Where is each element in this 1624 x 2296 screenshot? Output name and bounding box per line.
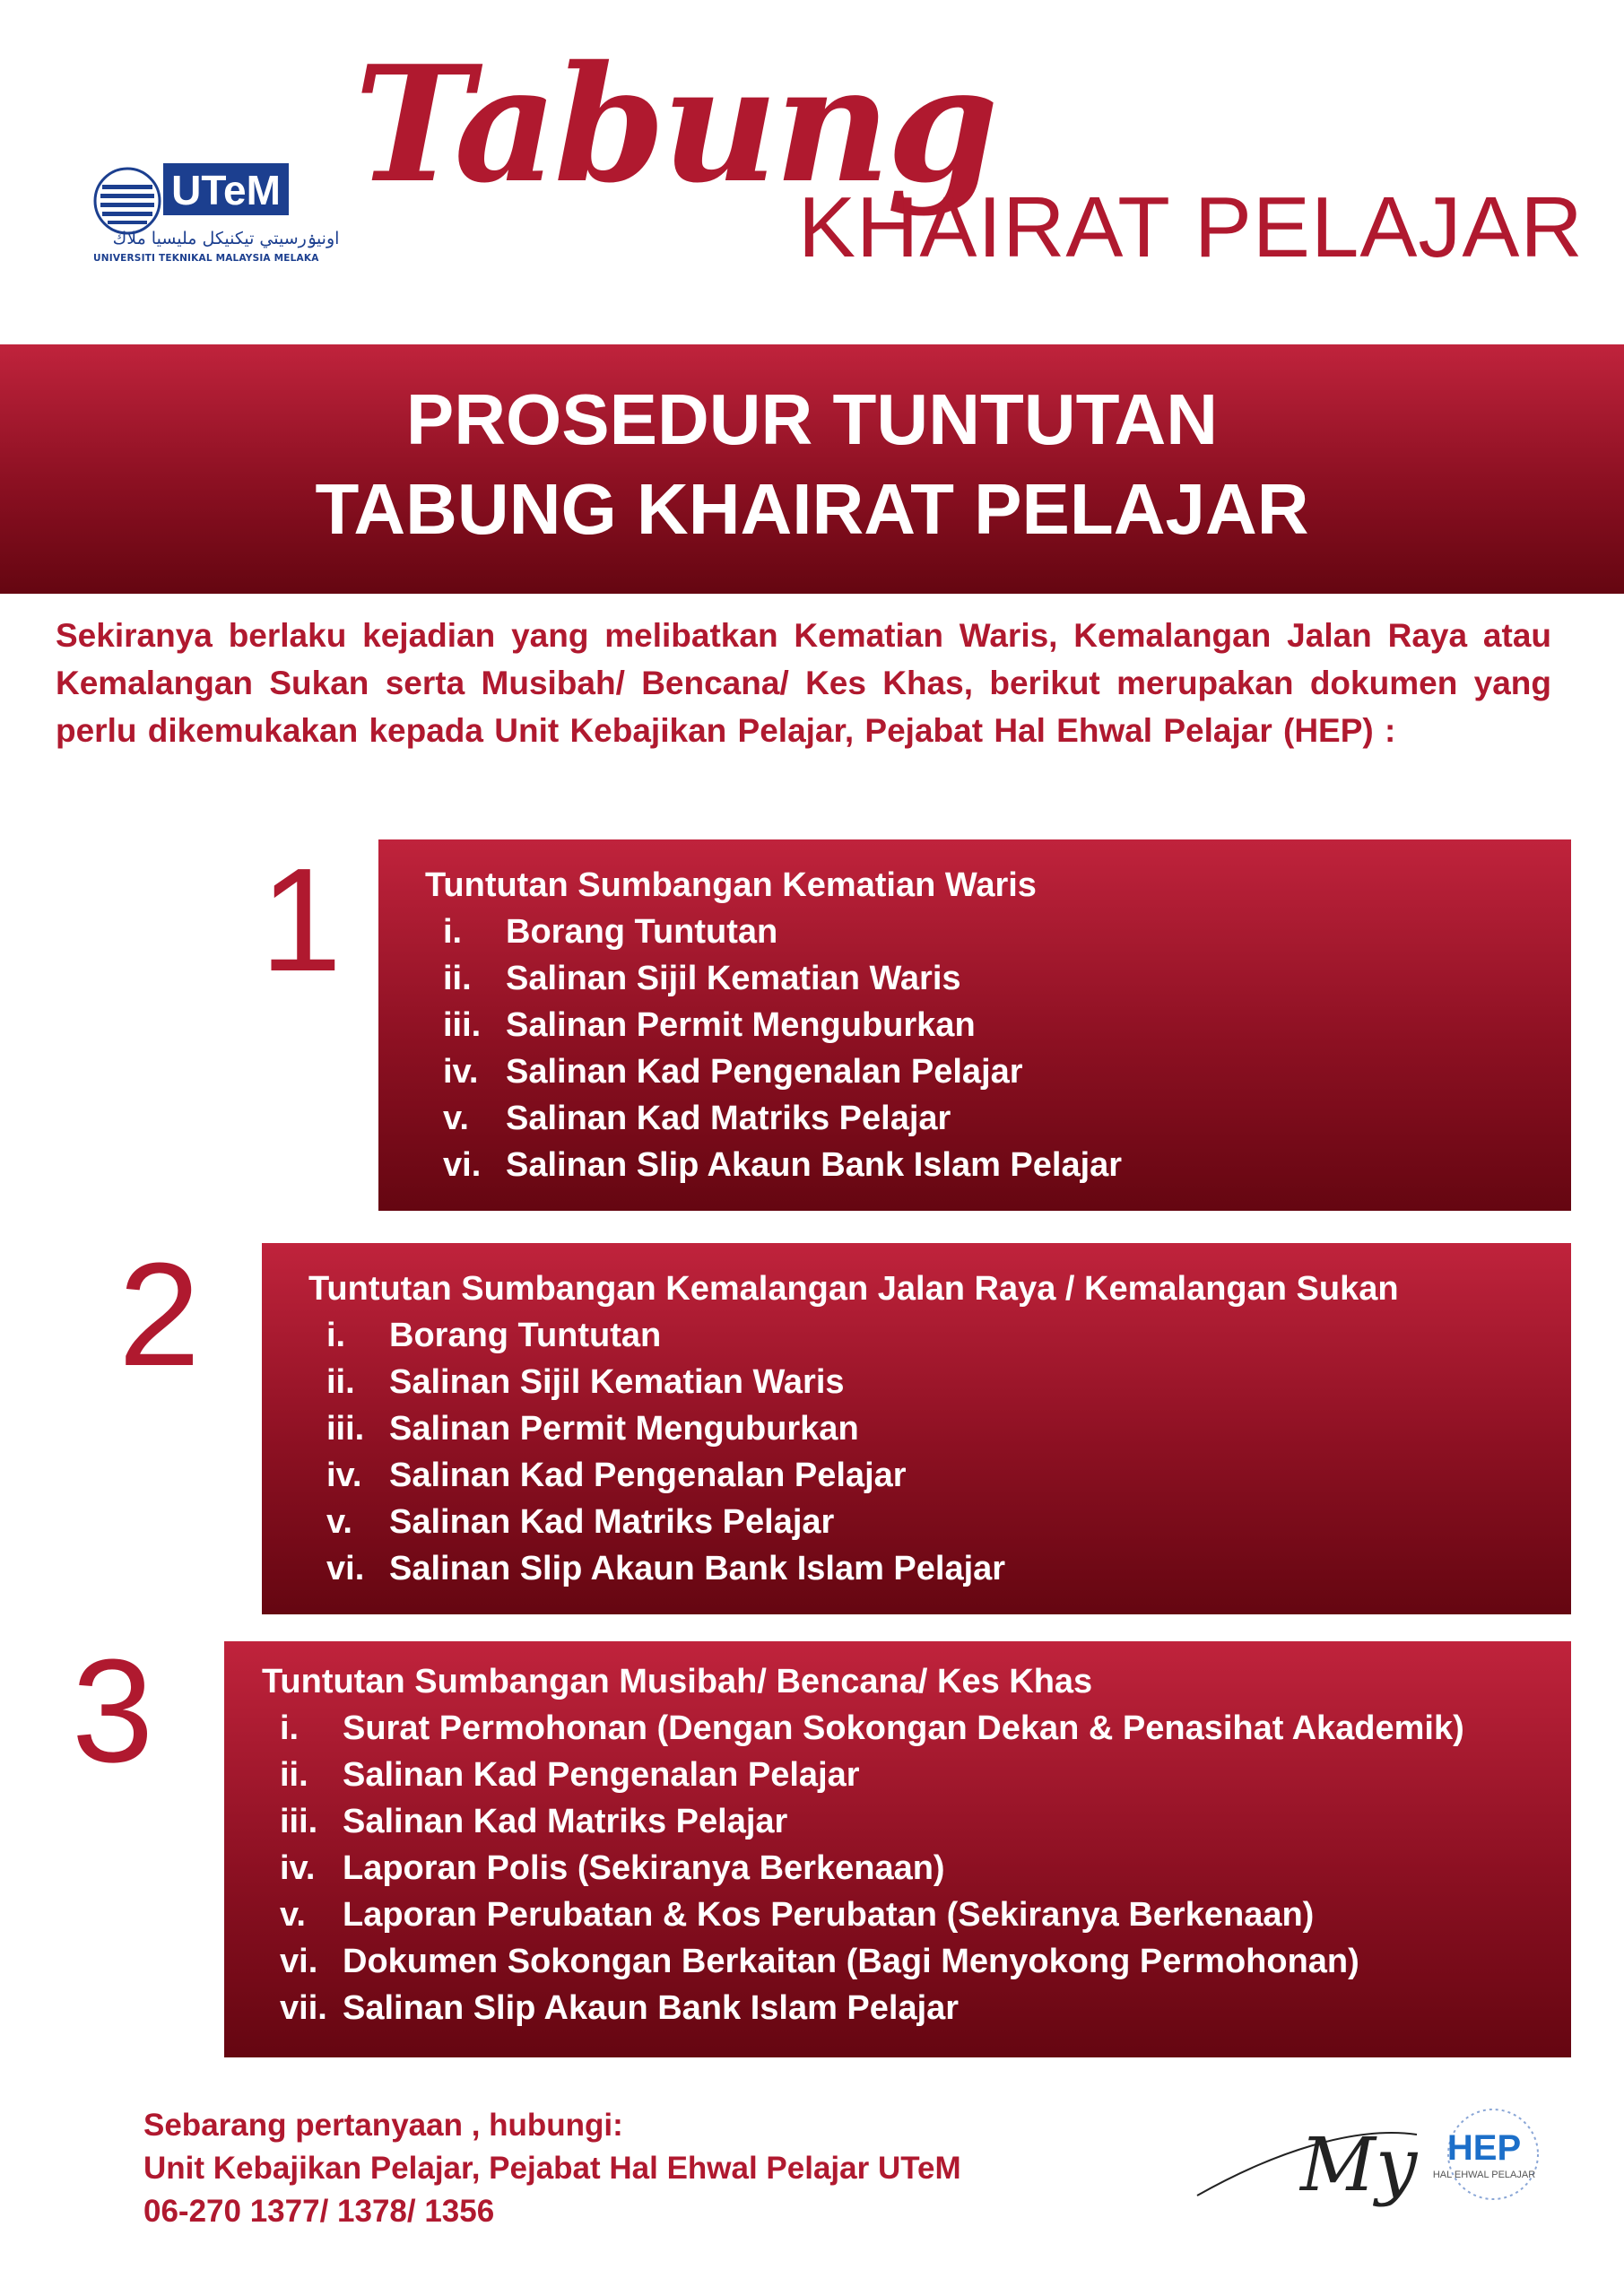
myhep-sub: HAL EHWAL PELAJAR <box>1432 2170 1536 2180</box>
list-item-text: Laporan Perubatan & Kos Perubatan (Sekiranya Berkenaan) <box>343 1896 1315 1934</box>
list-item <box>443 1006 976 1045</box>
list-item-number: i. <box>443 913 463 951</box>
list-item-text: Surat Permohonan (Dengan Sokongan Dekan & Penasihat Akademik) <box>343 1709 1464 1747</box>
list-item <box>326 1363 845 1402</box>
myhep-logo <box>1193 2090 1542 2206</box>
list-item <box>280 1896 1314 1935</box>
list-item-number: v. <box>326 1503 352 1541</box>
section-number: 1 <box>260 838 343 1002</box>
list-item-text: Salinan Slip Akaun Bank Islam Pelajar <box>506 1146 1123 1184</box>
list-item-text: Salinan Kad Matriks Pelajar <box>389 1503 835 1541</box>
list-item-text: Salinan Kad Pengenalan Pelajar <box>343 1756 860 1794</box>
list-item-number: iii. <box>326 1410 365 1448</box>
list-item <box>443 1146 1122 1185</box>
list-item-text: Salinan Kad Matriks Pelajar <box>343 1803 788 1840</box>
list-item-number: ii. <box>280 1756 308 1794</box>
list-item-number: vi. <box>443 1146 482 1184</box>
list-item-number: vi. <box>280 1943 318 1980</box>
list-item-number: v. <box>280 1896 306 1934</box>
logo-caption: UNIVERSITI TEKNIKAL MALAYSIA MELAKA <box>93 253 319 264</box>
list-item-number: ii. <box>443 960 472 997</box>
title-sub: KHAIRAT PELAJAR <box>798 179 1584 275</box>
list-item-text: Salinan Slip Akaun Bank Islam Pelajar <box>389 1550 1006 1587</box>
list-item-text: Borang Tuntutan <box>506 913 778 951</box>
list-item <box>326 1410 859 1448</box>
section-box <box>224 1641 1571 2057</box>
list-item-number: iv. <box>326 1457 362 1494</box>
list-item <box>326 1457 907 1495</box>
contact-heading: Sebarang pertanyaan , hubungi: <box>143 2108 623 2143</box>
list-item <box>443 1053 1023 1091</box>
list-item <box>280 1803 787 1841</box>
list-item-number: i. <box>280 1709 300 1747</box>
section-box <box>378 839 1571 1211</box>
list-item-number: vi. <box>326 1550 365 1587</box>
list-item-text: Laporan Polis (Sekiranya Berkenaan) <box>343 1849 945 1887</box>
list-item-number: iii. <box>443 1006 482 1044</box>
list-item <box>326 1317 661 1355</box>
list-item-text: Salinan Sijil Kematian Waris <box>506 960 961 997</box>
logo-jawi: اونيۏرسيتي تيكنيكل مليسيا ملاك <box>112 229 340 248</box>
list-item-text: Salinan Kad Pengenalan Pelajar <box>506 1053 1023 1091</box>
list-item-number: ii. <box>326 1363 355 1401</box>
list-item <box>326 1503 834 1542</box>
list-item-number: iv. <box>280 1849 316 1887</box>
list-item-number: iii. <box>280 1803 318 1840</box>
list-item-text: Salinan Permit Menguburkan <box>506 1006 976 1044</box>
list-item-text: Salinan Kad Matriks Pelajar <box>506 1100 951 1137</box>
contact-phone: 06-270 1377/ 1378/ 1356 <box>143 2194 495 2229</box>
myhep-script: My <box>1300 2123 1418 2208</box>
list-item <box>443 960 961 998</box>
list-item <box>280 1849 945 1888</box>
title-script: Tabung <box>354 30 995 218</box>
banner-line-2: TABUNG KHAIRAT PELAJAR <box>315 469 1309 549</box>
list-item-text: Borang Tuntutan <box>389 1317 662 1354</box>
logo-globe <box>100 185 154 224</box>
intro-paragraph: Sekiranya berlaku kejadian yang melibatkan Kematian Waris, Kemalangan Jalan Raya atau Kemalangan Sukan serta Musibah/ Bencana/ Kes Khas, berikut merupakan dokumen yang perlu dikemukakan kepada Unit Kebajikan Pelajar, Pejabat Hal Ehwal Pelajar (HEP) : <box>56 617 1551 749</box>
list-item-text: Salinan Kad Pengenalan Pelajar <box>389 1457 907 1494</box>
myhep-name: HEP <box>1446 2128 1522 2168</box>
list-item-text: Dokumen Sokongan Berkaitan (Bagi Menyokong Permohonan) <box>343 1943 1359 1980</box>
list-item-text: Salinan Permit Menguburkan <box>389 1410 859 1448</box>
list-item <box>280 1756 860 1795</box>
logo-wordmark: UTeM <box>171 167 281 213</box>
section-title: Tuntutan Sumbangan Musibah/ Bencana/ Kes Khas <box>262 1663 1093 1700</box>
section-number: 2 <box>118 1232 201 1396</box>
section-box <box>262 1243 1571 1614</box>
list-item-number: v. <box>443 1100 469 1137</box>
list-item-text: Salinan Slip Akaun Bank Islam Pelajar <box>343 1989 960 2027</box>
section-title: Tuntutan Sumbangan Kemalangan Jalan Raya / Kemalangan Sukan <box>308 1270 1399 1308</box>
section-number: 3 <box>72 1629 154 1793</box>
contact-unit: Unit Kebajikan Pelajar, Pejabat Hal Ehwal Pelajar UTeM <box>143 2151 961 2186</box>
list-item-text: Salinan Sijil Kematian Waris <box>389 1363 845 1401</box>
list-item <box>326 1550 1005 1588</box>
list-item <box>280 1709 1464 1748</box>
list-item-number: vii. <box>280 1989 327 2027</box>
banner-line-1: PROSEDUR TUNTUTAN <box>405 379 1219 459</box>
list-item <box>280 1989 959 2028</box>
list-item <box>443 1100 951 1138</box>
list-item-number: iv. <box>443 1053 479 1091</box>
list-item <box>280 1943 1359 1981</box>
section-title: Tuntutan Sumbangan Kematian Waris <box>425 866 1037 904</box>
list-item <box>443 913 777 952</box>
contact-block <box>143 2104 961 2233</box>
list-item-number: i. <box>326 1317 346 1354</box>
